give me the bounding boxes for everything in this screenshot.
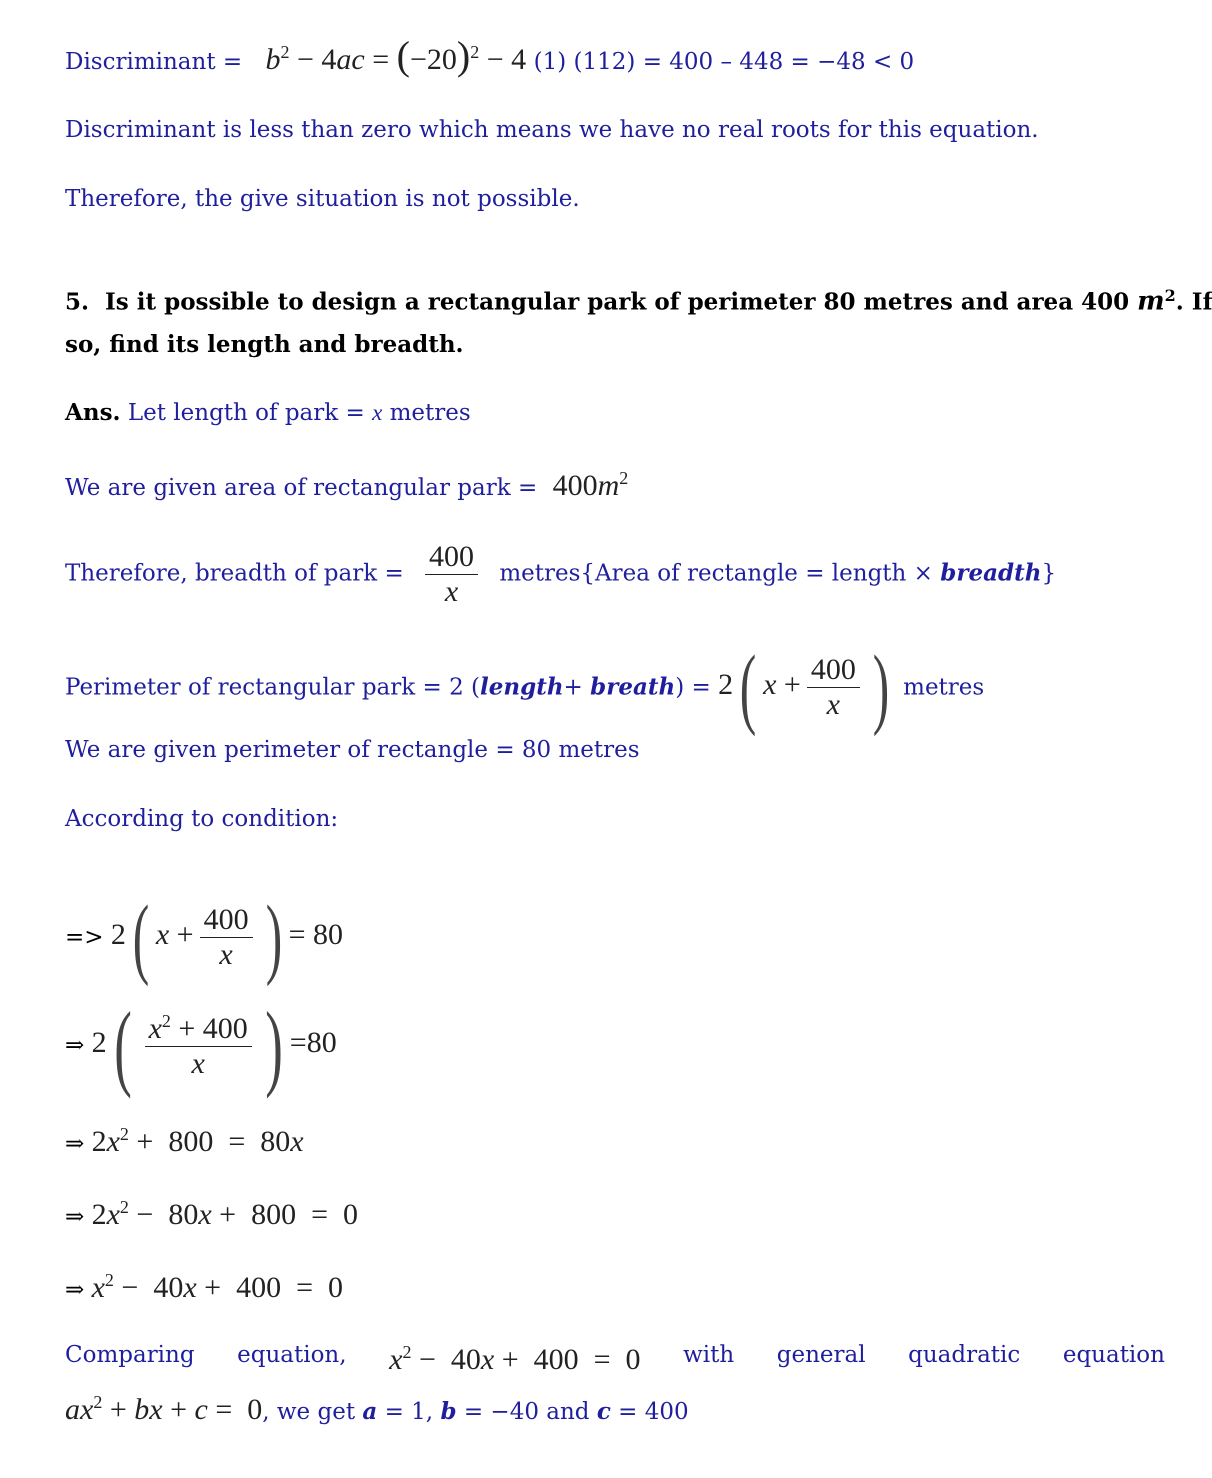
arrow-5: ⇒ [65, 1277, 85, 1303]
metres-unit: metres [389, 400, 471, 426]
perimeter-expression: 2( x + $\frac{400}{x}$ ) [718, 638, 890, 737]
c-value: = 400 [610, 1399, 689, 1425]
question-text-1: Is it possible to design a rectangular park of perimeter 80 metres and area 400 [105, 288, 1130, 316]
we-get-text: , we get [262, 1399, 356, 1425]
breadth-line: Therefore, breadth of park = $\frac{400}{x}$ metres{Area of rectangle = length × breadth} [65, 540, 1057, 608]
let-length-text: Let length of park = [127, 400, 365, 426]
breadth-label: Therefore, breadth of park = [65, 560, 404, 587]
step-1 [65, 886, 343, 989]
breadth-note: metres{Area of rectangle = length × [499, 560, 933, 587]
step-3 [65, 1124, 304, 1159]
answer-intro: Ans. Let length of park = x metres [65, 399, 471, 426]
given-area-text: We are given area of rectangular park = [65, 475, 538, 501]
question-text-1-tail: . If [1175, 288, 1212, 316]
question-5-line-2: so, find its length and breadth. [65, 331, 464, 358]
question-number: 5. [65, 288, 90, 316]
comparing-word: Comparing [65, 1342, 195, 1368]
length-word: length [480, 673, 564, 701]
given-perimeter: We are given perimeter of rectangle = 80 metres [65, 737, 640, 763]
step-5 [65, 1270, 343, 1305]
step-4 [65, 1197, 358, 1232]
breadth-word: breadth [940, 559, 1042, 587]
discriminant-conclusion: Discriminant is less than zero which means we have no real roots for this equation. [65, 117, 1039, 143]
discriminant-line [65, 32, 914, 79]
equation-word: equation, [237, 1342, 347, 1368]
step-5-expression: $x^2 - 40x + 400 = 0$ [91, 1270, 344, 1304]
perimeter-label: Perimeter of rectangular park = 2 [65, 674, 464, 701]
b-value: = −40 and [456, 1399, 590, 1425]
discriminant-label: Discriminant = [65, 49, 243, 75]
step-4-expression: $2x^2 - 80x + 800 = 0$ [91, 1197, 359, 1231]
step-2-expression: 2( $\frac{x^2 + 400}{x}$ ) =80 [91, 992, 337, 1099]
breath-word: breath [590, 673, 676, 701]
general-word: general [776, 1342, 866, 1368]
area-value: $400m^2$ [552, 468, 629, 502]
according-condition: According to condition: [65, 806, 339, 832]
question-5-line-1: 5. Is it possible to design a rectangular park of perimeter 80 metres and area 400 $m^2$. If [65, 286, 1212, 317]
step-2 [65, 990, 337, 1101]
coefficients-line: $ax^2$ + bx + c = 0, we get a = 1, b = −40 and c = 400 [65, 1392, 689, 1426]
situation-conclusion: Therefore, the give situation is not possible. [65, 186, 580, 212]
breadth-fraction: $\frac{400}{x}$ [425, 540, 478, 609]
comparing-equation: $x^2 - 40x + 400 = 0$ [389, 1342, 641, 1376]
step-3-expression: $2x^2 + 800 = 80x$ [91, 1124, 304, 1158]
quadratic-word: quadratic [908, 1342, 1021, 1368]
perimeter-line: Perimeter of rectangular park = 2 (length+ breath) = 2( x + $\frac{400}{x}$ ) metres [65, 638, 985, 737]
a-value: = 1, [377, 1399, 434, 1425]
equation-word-2: equation [1062, 1342, 1165, 1368]
discriminant-calculation: (1) (112) = 400 – 448 = −48 < 0 [533, 49, 915, 75]
discriminant-formula: $b^2 - 4ac = (-20)^2 - 4$ [265, 33, 534, 78]
general-quadratic: $ax^2$ + bx + c = 0 [65, 1392, 263, 1426]
with-word: with [683, 1342, 735, 1368]
arrow-1: => [65, 924, 104, 951]
ans-label: Ans. [65, 399, 121, 426]
arrow-4: ⇒ [65, 1204, 85, 1230]
comparing-line [65, 1342, 1165, 1377]
arrow-3: ⇒ [65, 1131, 85, 1157]
given-area-line [65, 468, 628, 503]
step-1-expression: 2( x + $\frac{400}{x}$ ) = 80 [110, 888, 343, 987]
perimeter-unit: metres [903, 674, 985, 701]
arrow-2: ⇒ [65, 1032, 85, 1059]
